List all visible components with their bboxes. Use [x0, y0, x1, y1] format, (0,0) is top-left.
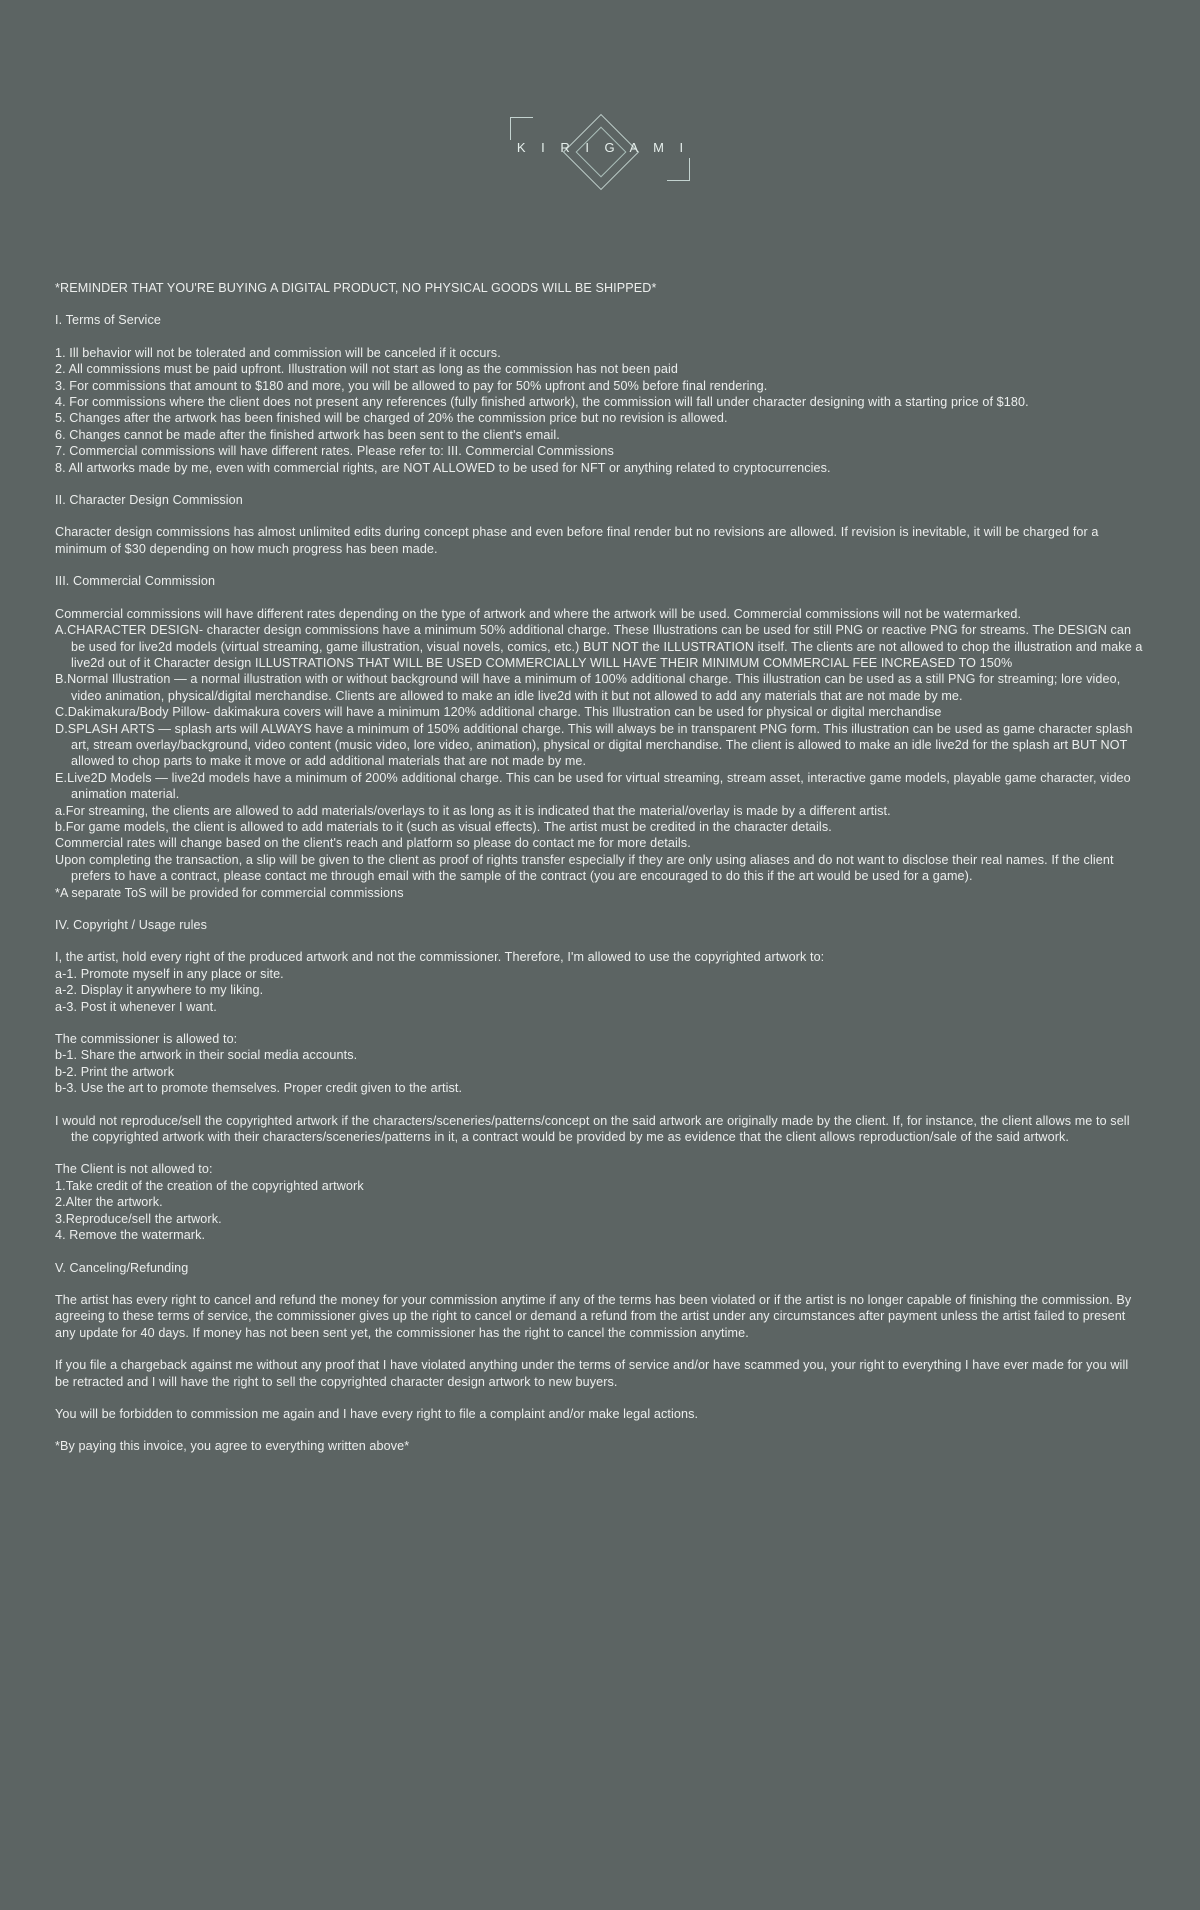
- client-restriction-item: 2.Alter the artwork.: [55, 1195, 163, 1210]
- document-body: [0, 202, 1200, 1495]
- commercial-item: b.For game models, the client is allowed to add materials to it (such as visual effects). The artist must be credited in the character details.: [55, 819, 832, 834]
- tos-item: 4. For commissions where the client does not present any references (fully finished artwork), the commission will fall under character designing with a starting price of $180.: [55, 395, 1029, 410]
- canceling-paragraph: The artist has every right to cancel and refund the money for your commission anytime if any of the terms has been violated or if the artist is no longer capable of finishing the commission. By agreeing to these terms of service, the commissioner gives up the right to cancel or demand a refund from the artist under any circumstances after payment unless the artist failed to present any update for 40 days. If money has not been sent yet, the commissioner has the right to cancel the commission anytime.: [55, 1292, 1132, 1340]
- section-heading-commercial: III. Commercial Commission: [55, 574, 216, 589]
- brand-logo: [0, 0, 1200, 202]
- section-heading-canceling: V. Canceling/Refunding: [55, 1260, 189, 1275]
- commercial-item: a.For streaming, the clients are allowed to add materials/overlays to it as long as it is indicated that the material/overlay is made by a different artist.: [55, 803, 891, 818]
- chargeback-paragraph: If you file a chargeback against me without any proof that I have violated anything under the terms of service and/or have scammed you, your right to everything I have ever made for you will be retracted and I will have the right to sell the copyrighted character design artwork to new buyers.: [55, 1358, 1129, 1389]
- commercial-item: A.CHARACTER DESIGN- character design commissions have a minimum 50% additional charge. These Illustrations can be used for still PNG or reactive PNG for streams. The DESIGN can be used for live2d models (virtual streaming, game illustration, visual novels, comics, etc.) BUT NOT the ILLUSTRATION itself. The clients are not allowed to chop the illustration and make a live2d out of it Character design ILLUSTRATIONS THAT WILL BE USED COMMERCIALLY WILL HAVE THEIR MINIMUM COMMERCIAL FEE INCREASED TO 150%: [55, 623, 1143, 670]
- character-design-body: Character design commissions has almost unlimited edits during concept phase and even before final render but no revisions are allowed. If revision is inevitable, it will be charged for a minimum of $30 depending on how much progress has been made.: [55, 525, 1099, 556]
- commissioner-right-item: b-2. Print the artwork: [55, 1064, 175, 1079]
- tos-item: 2. All commissions must be paid upfront. Illustration will not start as long as the commission has not been paid: [55, 362, 678, 377]
- reminder-text: *REMINDER THAT YOU'RE BUYING A DIGITAL PRODUCT, NO PHYSICAL GOODS WILL BE SHIPPED*: [55, 281, 657, 295]
- artist-right-item: a-1. Promote myself in any place or site.: [55, 966, 284, 981]
- forbidden-paragraph: You will be forbidden to commission me again and I have every right to file a complaint and/or make legal actions.: [55, 1406, 699, 1421]
- client-restriction-item: 3.Reproduce/sell the artwork.: [55, 1211, 222, 1226]
- section-heading-copyright: IV. Copyright / Usage rules: [55, 918, 208, 932]
- tos-item: 1. Ill behavior will not be tolerated and commission will be canceled if it occurs.: [55, 345, 501, 360]
- reproduction-clause: I would not reproduce/sell the copyrighted artwork if the characters/sceneries/patterns/concept on the said artwork are originally made by the client. If, for instance, the client allows me to sell the copyrighted artwork with their characters/sceneries/patterns in it, a contract would be provided by me as evidence that the client allows reproduction/sale of the said artwork.: [55, 1113, 1130, 1145]
- tos-item: 3. For commissions that amount to $180 and more, you will be allowed to pay for 50% upfront and 50% before final rendering.: [55, 378, 768, 393]
- commercial-item: D.SPLASH ARTS — splash arts will ALWAYS have a minimum of 150% additional charge. This will always be in transparent PNG form. This illustration can be used as game character splash art, stream overlay/background, video content (music video, lore video, animation), physical or digital merchandise. The client is allowed to make an idle live2d for the splash art BUT NOT allowed to chop parts to make it move or add additional materials that are not made by me.: [55, 721, 1133, 769]
- commercial-item: C.Dakimakura/Body Pillow- dakimakura covers will have a minimum 120% additional charge. This Illustration can be used for physical or digital merchandise: [55, 705, 942, 720]
- corner-bracket-icon: [510, 117, 533, 140]
- section-heading-tos: I. Terms of Service: [55, 313, 161, 328]
- corner-bracket-icon: [667, 158, 690, 181]
- closing-statement: *By paying this invoice, you agree to everything written above*: [55, 1439, 410, 1454]
- section-heading-character-design: II. Character Design Commission: [55, 493, 243, 508]
- tos-item: 6. Changes cannot be made after the finished artwork has been sent to the client's email.: [55, 427, 560, 442]
- commercial-item: B.Normal Illustration — a normal illustration with or without background will have a minimum of 100% additional charge. This illustration can be used as a still PNG for streaming; lore video, video animation, physical/digital merchandise. Clients are allowed to make an idle live2d with it but not allowed to add any materials that are not made by me.: [55, 672, 1121, 703]
- commercial-rates-note: Commercial rates will change based on the client's reach and platform so please do contact me for more details.: [55, 836, 691, 851]
- logo-wrap: [510, 107, 690, 187]
- client-restrictions-title: The Client is not allowed to:: [55, 1162, 213, 1177]
- logo-text: K I R I G A M I: [516, 139, 690, 155]
- tos-item: 8. All artworks made by me, even with commercial rights, are NOT ALLOWED to be used for NFT or anything related to cryptocurrencies.: [55, 460, 831, 475]
- artist-right-item: a-3. Post it whenever I want.: [55, 999, 217, 1014]
- commissioner-right-item: b-1. Share the artwork in their social media accounts.: [55, 1048, 358, 1063]
- commissioner-right-item: b-3. Use the art to promote themselves. Proper credit given to the artist.: [55, 1081, 463, 1096]
- commercial-intro: Commercial commissions will have different rates depending on the type of artwork and where the artwork will be used. Commercial commissions will not be watermarked.: [55, 606, 1022, 621]
- commissioner-rights-intro: The commissioner is allowed to:: [55, 1032, 238, 1047]
- artist-right-item: a-2. Display it anywhere to my liking.: [55, 983, 264, 998]
- tos-item: 7. Commercial commissions will have different rates. Please refer to: III. Commercial Commissions: [55, 444, 614, 459]
- commercial-footnote: *A separate ToS will be provided for commercial commissions: [55, 885, 404, 900]
- commercial-slip-note: Upon completing the transaction, a slip will be given to the client as proof of rights transfer especially if they are only using aliases and do not want to disclose their real names. If the client prefers to have a contract, please contact me through email with the sample of the contract (you are encouraged to do this if the art would be used for a game).: [55, 852, 1114, 884]
- commercial-item: E.Live2D Models — live2d models have a minimum of 200% additional charge. This can be used for virtual streaming, stream asset, interactive game models, playable game character, video animation material.: [55, 770, 1131, 802]
- client-restriction-item: 1.Take credit of the creation of the copyrighted artwork: [55, 1178, 364, 1193]
- client-restriction-item: 4. Remove the watermark.: [55, 1228, 206, 1243]
- copyright-intro: I, the artist, hold every right of the produced artwork and not the commissioner. Therefore, I'm allowed to use the copyrighted artwork to:: [55, 950, 825, 965]
- tos-item: 5. Changes after the artwork has been finished will be charged of 20% the commission price but no revision is allowed.: [55, 411, 728, 426]
